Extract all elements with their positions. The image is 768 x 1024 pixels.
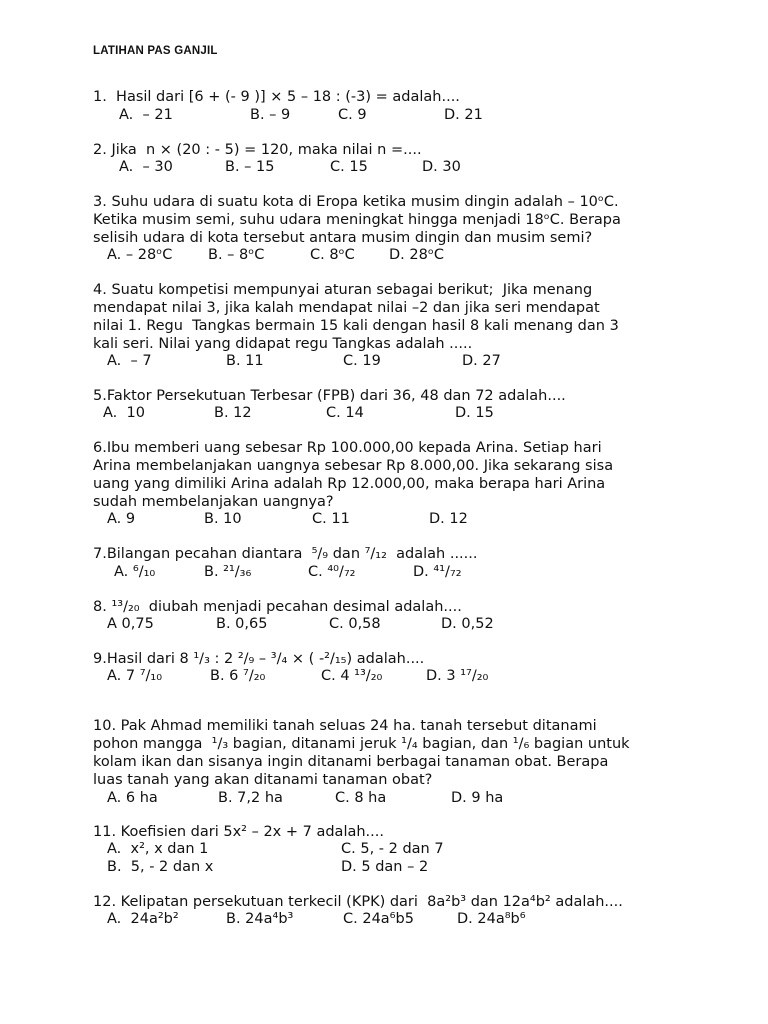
option-d: D. 3 ¹⁷/₂₀	[426, 668, 489, 684]
option-d: D. 30	[422, 159, 461, 175]
question-text: selisih udara di kota tersebut antara musim dingin dan musim semi?	[93, 230, 593, 246]
question-text: luas tanah yang akan ditanami tanaman obat?	[93, 772, 433, 788]
option-d: D. 28ᵒC	[389, 247, 444, 263]
option-d: D. 5 dan – 2	[341, 859, 429, 875]
option-c: C. 4 ¹³/₂₀	[321, 668, 383, 684]
option-c: C. 8ᵒC	[310, 247, 355, 263]
option-b: B. 24a⁴b³	[226, 911, 294, 927]
option-a: A. 9	[107, 511, 136, 527]
option-a: A. 6 ha	[107, 790, 158, 806]
option-c: C. 9	[338, 107, 367, 123]
question-text: 9.Hasil dari 8 ¹/₃ : 2 ²/₉ – ³/₄ × ( -²/₁₅) adalah....	[93, 651, 425, 667]
question-text: Arina membelanjakan uangnya sebesar Rp 8.000,00. Jika sekarang sisa	[93, 458, 614, 474]
question-text: kali seri. Nilai yang didapat regu Tangkas adalah .....	[93, 336, 473, 352]
option-a: A. – 7	[107, 353, 152, 369]
question-text: nilai 1. Regu Tangkas bermain 15 kali dengan hasil 8 kali menang dan 3	[93, 318, 619, 334]
option-b: B. 5, - 2 dan x	[107, 859, 214, 875]
option-a: A 0,75	[107, 616, 154, 632]
option-b: B. 7,2 ha	[218, 790, 283, 806]
question-text: 12. Kelipatan persekutuan terkecil (KPK) dari 8a²b³ dan 12a⁴b² adalah....	[93, 894, 623, 910]
question-text: uang yang dimiliki Arina adalah Rp 12.000,00, maka berapa hari Arina	[93, 476, 606, 492]
question-text: mendapat nilai 3, jika kalah mendapat nilai –2 dan jika seri mendapat	[93, 300, 600, 316]
option-d: D. ⁴¹/₇₂	[413, 564, 462, 580]
option-c: C. 8 ha	[335, 790, 387, 806]
option-c: C. 19	[343, 353, 381, 369]
question-text: 10. Pak Ahmad memiliki tanah seluas 24 ha. tanah tersebut ditanami	[93, 718, 597, 734]
option-c: C. 11	[312, 511, 350, 527]
question-text: 11. Koefisien dari 5x² – 2x + 7 adalah....	[93, 824, 384, 840]
question-text: 5.Faktor Persekutuan Terbesar (FPB) dari 36, 48 dan 72 adalah....	[93, 388, 566, 404]
question-text: 3. Suhu udara di suatu kota di Eropa ketika musim dingin adalah – 10ᵒC.	[93, 194, 619, 210]
option-b: B. ²¹/₃₆	[204, 564, 252, 580]
option-b: B. 0,65	[216, 616, 268, 632]
question-text: 1. Hasil dari [6 + (- 9 )] × 5 – 18 : (-3) = adalah....	[93, 89, 460, 105]
option-c: C. 0,58	[329, 616, 381, 632]
option-d: D. 0,52	[441, 616, 494, 632]
option-a: A. – 30	[119, 159, 173, 175]
option-a: A. – 28ᵒC	[107, 247, 173, 263]
option-a: A. – 21	[119, 107, 173, 123]
option-b: B. 12	[214, 405, 252, 421]
document-header: LATIHAN PAS GANJIL	[93, 45, 218, 57]
option-a: A. 7 ⁷/₁₀	[107, 668, 163, 684]
option-d: D. 15	[455, 405, 494, 421]
option-b: B. 6 ⁷/₂₀	[210, 668, 266, 684]
option-b: B. – 9	[250, 107, 291, 123]
question-text: 7.Bilangan pecahan diantara ⁵/₉ dan ⁷/₁₂ adalah ......	[93, 546, 478, 562]
option-a: A. ⁶/₁₀	[114, 564, 156, 580]
question-text: kolam ikan dan sisanya ingin ditanami berbagai tanaman obat. Berapa	[93, 754, 609, 770]
option-d: D. 9 ha	[451, 790, 504, 806]
option-c: C. 14	[326, 405, 364, 421]
question-text: 2. Jika n × (20 : - 5) = 120, maka nilai n =....	[93, 142, 422, 158]
option-c: C. 15	[330, 159, 368, 175]
option-a: A. x², x dan 1	[107, 841, 209, 857]
option-b: B. 10	[204, 511, 242, 527]
option-a: A. 10	[103, 405, 145, 421]
option-b: B. 11	[226, 353, 264, 369]
option-c: C. 5, - 2 dan 7	[341, 841, 444, 857]
question-text: Ketika musim semi, suhu udara meningkat hingga menjadi 18ᵒC. Berapa	[93, 212, 621, 228]
option-d: D. 12	[429, 511, 468, 527]
option-d: D. 24a⁸b⁶	[457, 911, 526, 927]
option-b: B. – 15	[225, 159, 275, 175]
option-d: D. 27	[462, 353, 501, 369]
option-b: B. – 8ᵒC	[208, 247, 265, 263]
option-d: D. 21	[444, 107, 483, 123]
question-text: 4. Suatu kompetisi mempunyai aturan sebagai berikut; Jika menang	[93, 282, 593, 298]
question-text: 8. ¹³/₂₀ diubah menjadi pecahan desimal adalah....	[93, 599, 462, 615]
option-a: A. 24a²b²	[107, 911, 179, 927]
option-c: C. 24a⁶b5	[343, 911, 414, 927]
question-text: 6.Ibu memberi uang sebesar Rp 100.000,00 kepada Arina. Setiap hari	[93, 440, 602, 456]
option-c: C. ⁴⁰/₇₂	[308, 564, 356, 580]
question-text: pohon mangga ¹/₃ bagian, ditanami jeruk ¹/₄ bagian, dan ¹/₆ bagian untuk	[93, 736, 630, 752]
question-text: sudah membelanjakan uangnya?	[93, 494, 334, 510]
